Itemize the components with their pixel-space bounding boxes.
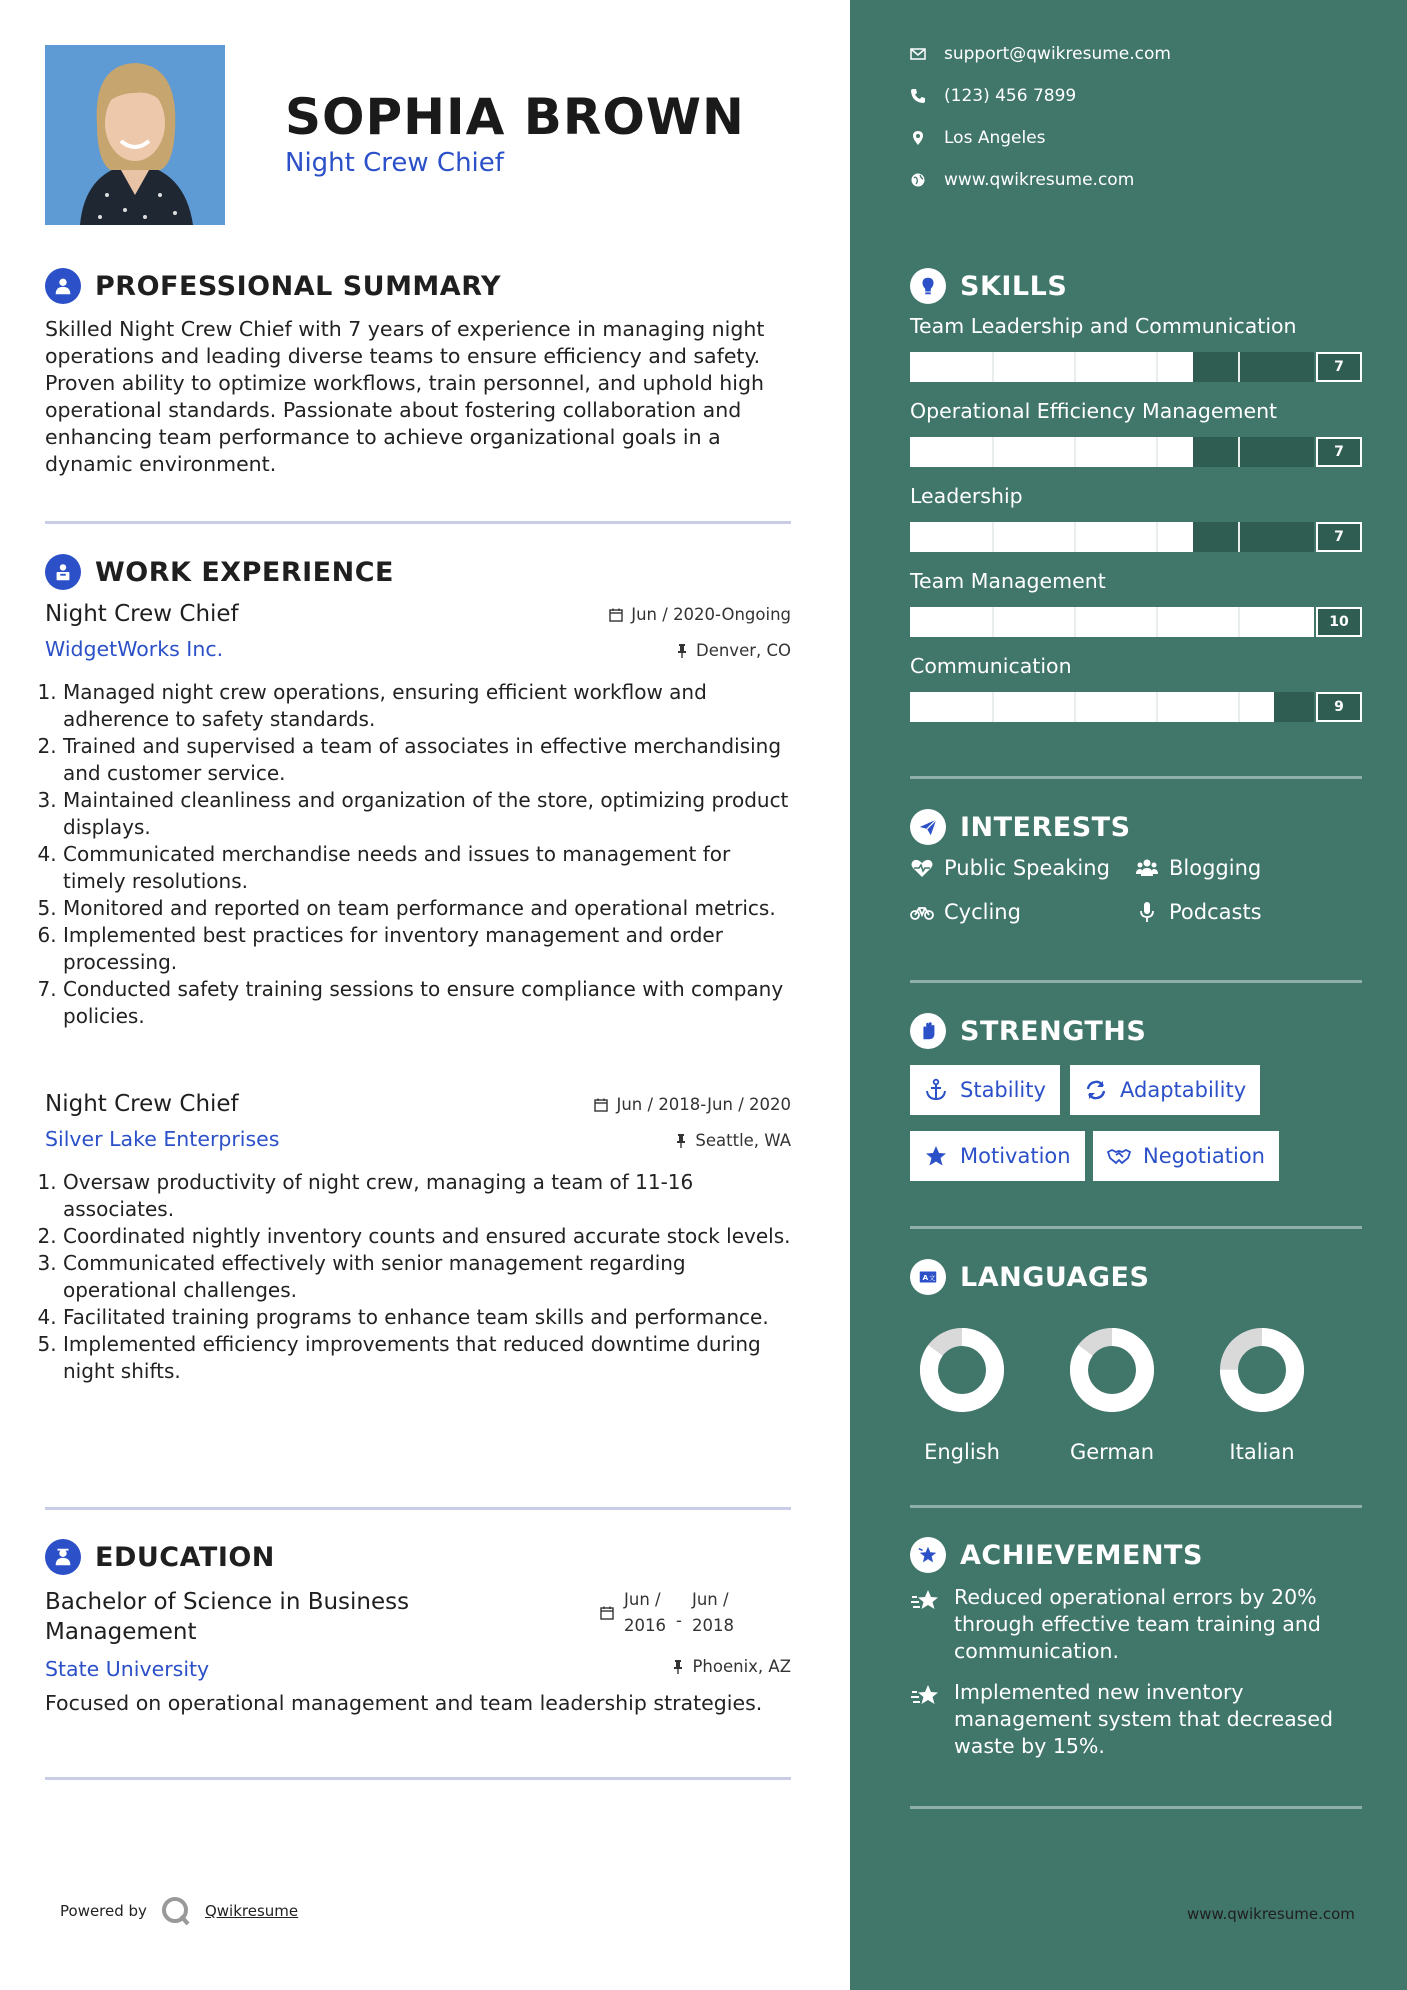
skill-segment (992, 352, 994, 382)
job-company: Silver Lake Enterprises (45, 1127, 280, 1151)
refresh-icon (1084, 1078, 1108, 1102)
divider (910, 1505, 1362, 1508)
education-heading (45, 1539, 275, 1575)
contact-email[interactable] (910, 44, 1171, 64)
pin-icon (672, 1660, 684, 1674)
skill-segment (1156, 437, 1158, 467)
achievements-title: ACHIEVEMENTS (960, 1539, 1203, 1571)
achievement-item (910, 1679, 1370, 1760)
bicycle-icon (910, 900, 934, 924)
job-bullets (45, 679, 791, 1030)
divider (910, 776, 1362, 779)
summary-heading (45, 268, 501, 304)
phone-icon (910, 88, 926, 104)
skill-bar (910, 522, 1362, 552)
education-dates (600, 1587, 734, 1639)
school: State University (45, 1657, 210, 1681)
graduate-icon (45, 1539, 81, 1575)
list-item: 3. Communicated effectively with senior management regarding operational challenges. (63, 1250, 791, 1304)
job-date (594, 1095, 791, 1114)
list-item: 6. Implemented best practices for inventory management and order processing. (63, 922, 791, 976)
skill-name: Team Leadership and Communication (910, 314, 1297, 338)
skill-segment (992, 437, 994, 467)
contact-location (910, 128, 1046, 148)
skill-name: Leadership (910, 484, 1023, 508)
contact-website[interactable] (910, 170, 1134, 190)
skill-item (910, 399, 1362, 467)
candidate-name: SOPHIA BROWN (285, 88, 745, 146)
skill-name: Team Management (910, 569, 1106, 593)
list-item: 4. Communicated merchandise needs and issues to management for timely resolutions. (63, 841, 791, 895)
hand-icon (910, 1013, 946, 1049)
brand-link[interactable]: Qwikresume (204, 1902, 299, 1920)
briefcase-user-icon (45, 554, 81, 590)
job-date (609, 605, 791, 624)
language-donut (1212, 1320, 1312, 1420)
strength-label: Motivation (960, 1144, 1071, 1168)
language-item (912, 1320, 1012, 1464)
job-location (676, 641, 791, 660)
education-location (672, 1657, 791, 1676)
strength-label: Stability (960, 1078, 1046, 1102)
skill-segment (992, 692, 994, 722)
map-marker-icon (910, 130, 926, 146)
job-entry (45, 601, 791, 1030)
skill-fill (910, 437, 1193, 467)
interest-item (1135, 900, 1262, 924)
email-text: support@qwikresume.com (944, 44, 1171, 64)
globe-icon (910, 172, 926, 188)
lightbulb-icon (910, 268, 946, 304)
education-date-separator: - (676, 1611, 682, 1630)
skill-level: 10 (1316, 607, 1362, 637)
handshake-icon (1107, 1144, 1131, 1168)
skill-level: 9 (1316, 692, 1362, 722)
skill-segment (1074, 522, 1076, 552)
job-title: Night Crew Chief (45, 601, 239, 627)
strength-chip (1070, 1065, 1260, 1115)
education-end (692, 1587, 734, 1639)
envelope-icon (910, 46, 926, 62)
star-icon (924, 1144, 948, 1168)
divider (45, 521, 791, 524)
skill-segment (1074, 607, 1076, 637)
education-description: Focused on operational management and team leadership strategies. (45, 1691, 763, 1715)
user-icon (45, 268, 81, 304)
footer-website[interactable]: www.qwikresume.com (1187, 1905, 1355, 1923)
list-item: 7. Conducted safety training sessions to ensure compliance with company policies. (63, 976, 791, 1030)
calendar-icon (594, 1098, 608, 1112)
skill-fill (910, 692, 1274, 722)
language-item (1212, 1320, 1312, 1464)
phone-text: (123) 456 7899 (944, 86, 1077, 106)
skill-segment (1074, 437, 1076, 467)
strength-chip (910, 1131, 1085, 1181)
divider (910, 1806, 1362, 1809)
interests-heading (910, 809, 1131, 845)
powered-by (60, 1896, 298, 1926)
achievement-text: Implemented new inventory management system that decreased waste by 15%. (954, 1680, 1333, 1758)
strengths-heading (910, 1013, 1146, 1049)
skill-segment (1156, 692, 1158, 722)
sidebar (850, 0, 1407, 1990)
svg-text:文: 文 (928, 1274, 936, 1283)
interest-label: Cycling (944, 900, 1021, 924)
users-icon (1135, 856, 1159, 880)
list-item: 5. Implemented efficiency improvements that reduced downtime during night shifts. (63, 1331, 791, 1385)
language-donut (1062, 1320, 1162, 1420)
shooting-star-icon (910, 1681, 940, 1711)
strength-label: Adaptability (1120, 1078, 1247, 1102)
skill-bar (910, 437, 1362, 467)
skill-item (910, 654, 1362, 722)
skill-segment (1238, 437, 1240, 467)
job-title: Night Crew Chief (45, 1091, 239, 1117)
skill-bar (910, 352, 1362, 382)
divider (45, 1777, 791, 1780)
job-company: WidgetWorks Inc. (45, 637, 224, 661)
skill-segment (1074, 692, 1076, 722)
skill-segment (1156, 607, 1158, 637)
list-item: 3. Maintained cleanliness and organization of the store, optimizing product displays. (63, 787, 791, 841)
strength-chip (1093, 1131, 1279, 1181)
skill-segment (992, 522, 994, 552)
education-start (624, 1587, 666, 1639)
language-name: English (924, 1440, 1000, 1464)
achievement-text: Reduced operational errors by 20% through effective team training and communication. (954, 1585, 1321, 1663)
divider (910, 1226, 1362, 1229)
list-item: 2. Trained and supervised a team of associates in effective merchandising and customer service. (63, 733, 791, 787)
skill-fill (910, 607, 1314, 637)
skill-item (910, 569, 1362, 637)
strengths-title: STRENGTHS (960, 1015, 1147, 1047)
job-location-text: Denver, CO (695, 641, 791, 660)
pin-icon (675, 1134, 687, 1148)
interest-label: Public Speaking (944, 856, 1110, 880)
education-location-text: Phoenix, AZ (692, 1657, 791, 1676)
summary-text: Skilled Night Crew Chief with 7 years of experience in managing night operations and leading diverse teams to ensure efficiency and safety. Proven ability to optimize workflows, train personnel, and uphold high operational standards. Passionate about fostering collaboration and enhancing team performance to achieve organizational goals in a dynamic environment. (45, 317, 765, 476)
candidate-title: Night Crew Chief (285, 148, 504, 178)
contact-phone[interactable] (910, 86, 1076, 106)
paper-plane-icon (910, 809, 946, 845)
list-item: 2. Coordinated nightly inventory counts and ensured accurate stock levels. (63, 1223, 791, 1250)
skill-level: 7 (1316, 352, 1362, 382)
profile-photo (45, 45, 225, 225)
skill-segment (1238, 522, 1240, 552)
interests-title: INTERESTS (960, 811, 1131, 843)
location-text: Los Angeles (944, 128, 1046, 148)
skill-segment (992, 607, 994, 637)
skill-fill (910, 352, 1193, 382)
shooting-star-icon (910, 1586, 940, 1616)
strength-chip (910, 1065, 1060, 1115)
job-location-text: Seattle, WA (695, 1131, 791, 1150)
education-start-year: 2016 (624, 1616, 666, 1635)
anchor-icon (924, 1078, 948, 1102)
divider (910, 980, 1362, 983)
list-item: 5. Monitored and reported on team performance and operational metrics. (63, 895, 791, 922)
skills-title: SKILLS (960, 270, 1068, 302)
skill-item (910, 314, 1362, 382)
skill-segment (1156, 352, 1158, 382)
education-title: EDUCATION (95, 1541, 275, 1573)
skill-segment (1156, 522, 1158, 552)
job-location (675, 1131, 791, 1150)
job-date-text: Jun / 2018-Jun / 2020 (616, 1095, 791, 1114)
microphone-icon (1135, 900, 1159, 924)
calendar-icon (600, 1606, 614, 1620)
skill-item (910, 484, 1362, 552)
qwikresume-logo-icon (161, 1896, 191, 1926)
language-name: German (1069, 1440, 1155, 1464)
heartbeat-icon (910, 856, 934, 880)
interest-label: Podcasts (1169, 900, 1262, 924)
divider (45, 1507, 791, 1510)
website-text: www.qwikresume.com (944, 170, 1135, 190)
powered-by-label: Powered by (60, 1902, 147, 1920)
skill-level: 7 (1316, 437, 1362, 467)
interest-label: Blogging (1169, 856, 1262, 880)
pin-icon (676, 644, 688, 658)
languages-title: LANGUAGES (960, 1261, 1150, 1293)
language-icon (910, 1259, 946, 1295)
strength-label: Negotiation (1143, 1144, 1265, 1168)
language-item (1062, 1320, 1162, 1464)
job-bullets (45, 1169, 791, 1385)
language-donut (912, 1320, 1012, 1420)
skill-segment (1238, 352, 1240, 382)
calendar-icon (609, 608, 623, 622)
skill-name: Communication (910, 654, 1072, 678)
svg-text:A: A (922, 1273, 929, 1283)
work-title: WORK EXPERIENCE (95, 556, 394, 588)
skills-heading (910, 268, 1067, 304)
summary-title: PROFESSIONAL SUMMARY (95, 270, 502, 302)
skill-segment (1238, 692, 1240, 722)
skill-bar (910, 692, 1362, 722)
achievements-heading (910, 1537, 1203, 1573)
skill-segment (1074, 352, 1076, 382)
list-item: 4. Facilitated training programs to enhance team skills and performance. (63, 1304, 791, 1331)
degree: Bachelor of Science in Business Management (45, 1589, 410, 1645)
interest-item (1135, 856, 1261, 880)
interest-item (910, 900, 1021, 924)
job-date-text: Jun / 2020-Ongoing (631, 605, 791, 624)
languages-heading (910, 1259, 1149, 1295)
interest-item (910, 856, 1110, 880)
education-start-month: Jun / (624, 1590, 661, 1609)
skill-segment (1238, 607, 1240, 637)
language-name: Italian (1229, 1440, 1295, 1464)
achievement-star-icon (910, 1537, 946, 1573)
job-entry (45, 1091, 791, 1385)
education-end-year: 2018 (691, 1616, 734, 1635)
education-end-month: Jun / (691, 1590, 729, 1609)
skill-level: 7 (1316, 522, 1362, 552)
education-entry (45, 1587, 791, 1715)
list-item: 1. Managed night crew operations, ensuring efficient workflow and adherence to safety standards. (63, 679, 791, 733)
skill-fill (910, 522, 1193, 552)
skill-bar (910, 607, 1362, 637)
list-item: 1. Oversaw productivity of night crew, managing a team of 11-16 associates. (63, 1169, 791, 1223)
achievement-item (910, 1584, 1370, 1665)
work-heading (45, 554, 394, 590)
skill-name: Operational Efficiency Management (910, 399, 1278, 423)
